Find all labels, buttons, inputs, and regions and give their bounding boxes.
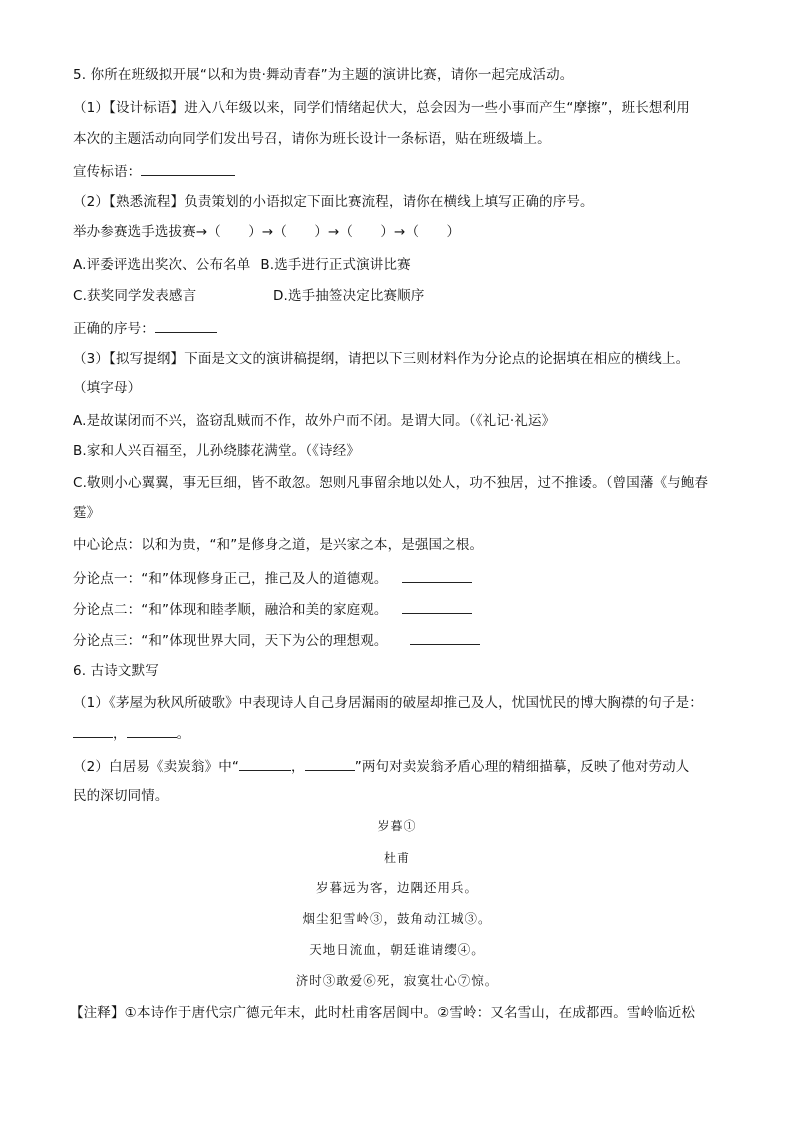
contest-flow: 举办参赛选手选拔赛→（ ）→（ ）→（ ）→（ ）: [73, 224, 461, 240]
poem-line-1: 岁暮远为客，边隅还用兵。: [315, 880, 478, 895]
material-b: B.家和人兴百福至，儿孙绕膝花满堂。（《诗经》: [73, 443, 361, 459]
poem-title: 岁暮①: [377, 819, 417, 833]
q6-part2-blank-2[interactable]: [305, 756, 355, 771]
period: 。: [176, 726, 191, 742]
q6-part2-blank-1[interactable]: [239, 756, 291, 771]
sub-argument-3-blank[interactable]: [410, 630, 480, 645]
slogan-row: [73, 161, 733, 182]
options-row-1: [73, 255, 733, 275]
slogan-answer-blank[interactable]: [141, 161, 235, 176]
order-label: 正确的序号：: [73, 321, 155, 337]
material-c-line2: 霆》: [73, 505, 101, 521]
q6-part1-blank-2[interactable]: [127, 723, 177, 738]
material-a: A.是故谋闭而不兴，盗窃乱贼而不作，故外户而不闭。是谓大同。（《礼记·礼运》: [73, 413, 556, 429]
poem-line-3: 天地日流血，朝廷谁请缨④。: [309, 942, 485, 957]
sub-argument-1-row: [73, 568, 733, 589]
sub-argument-1-blank[interactable]: [402, 568, 472, 583]
sub-argument-3: 分论点三：“和”体现世界大同，天下为公的理想观。: [73, 633, 388, 649]
order-row: [73, 318, 733, 339]
q5-part3-line2: （填字母）: [73, 380, 142, 396]
comma: ，: [291, 759, 305, 775]
q6-title: 6. 古诗文默写: [73, 663, 159, 679]
sub-argument-2-row: [73, 599, 733, 620]
sub-argument-2-blank[interactable]: [402, 599, 472, 614]
sub-argument-1: 分论点一：“和”体现修身正己，推己及人的道德观。: [73, 571, 388, 587]
options-row-2: [73, 286, 733, 306]
option-a: A.评委评选出奖次、公布名单: [73, 257, 251, 273]
q6-part2-tail: ”两句对卖炭翁矛盾心理的精细描摹，反映了他对劳动人: [354, 759, 690, 775]
q6-part1: （1）《茅屋为秋风所破歌》中表现诗人自己身居漏雨的破屋却推己及人，忧国忧民的博大胸襟的句子是：: [73, 695, 703, 711]
poem-notes: 【注释】①本诗作于唐代宗广德元年末，此时杜甫客居阆中。②雪岭：又名雪山，在成都西。雪岭临近松: [70, 1005, 696, 1021]
slogan-label: 宣传标语：: [73, 164, 142, 180]
central-argument: 中心论点：以和为贵，“和”是修身之道，是兴家之本，是强国之根。: [73, 537, 484, 553]
q5-part1-line2: 本次的主题活动向同学们发出号召，请你为班长设计一条标语，贴在班级墙上。: [73, 131, 551, 147]
material-c-line1: C.敬则小心翼翼，事无巨细，皆不敢忽。恕则凡事留余地以处人，功不独居，过不推诿。（曾国藩《与鲍春: [73, 475, 709, 491]
q6-part2-row: [73, 756, 733, 777]
q6-part1-blank-1[interactable]: [73, 723, 113, 738]
q5-part3-line1: （3）【拟写提纲】下面是文文的演讲稿提纲，请把以下三则材料作为分论点的论据填在相应的横线上。: [73, 351, 690, 367]
poem-line-2: 烟尘犯雪岭③，鼓角动江城③。: [302, 911, 492, 926]
sub-argument-3-row: [73, 630, 733, 651]
q6-part2-line2: 民的深切同情。: [73, 788, 169, 804]
q6-part2-lead: （2）白居易《卖炭翁》中“: [73, 759, 240, 775]
order-answer-blank[interactable]: [155, 318, 217, 333]
poem-line-4: 济时③敢爱⑥死，寂寞壮心⑦惊。: [295, 973, 499, 988]
q5-intro: 5. 你所在班级拟开展“以和为贵·舞动青春”为主题的演讲比赛，请你一起完成活动。: [73, 67, 574, 83]
option-d: D.选手抽签决定比赛顺序: [273, 288, 425, 304]
q6-part1-answer-row: [73, 723, 733, 744]
comma: ，: [113, 726, 127, 742]
option-c: C.获奖同学发表感言: [73, 288, 197, 304]
option-b: B.选手进行正式演讲比赛: [260, 257, 411, 273]
q5-part2: （2）【熟悉流程】负责策划的小语拟定下面比赛流程，请你在横线上填写正确的序号。: [73, 194, 594, 210]
poem-author: 杜甫: [383, 851, 410, 865]
q5-part1-line1: （1）【设计标语】进入八年级以来，同学们情绪起伏大，总会因为一些小事而产生“摩擦”，班长想利用: [73, 100, 690, 116]
sub-argument-2: 分论点二：“和”体现和睦孝顺，融洽和美的家庭观。: [73, 602, 388, 618]
